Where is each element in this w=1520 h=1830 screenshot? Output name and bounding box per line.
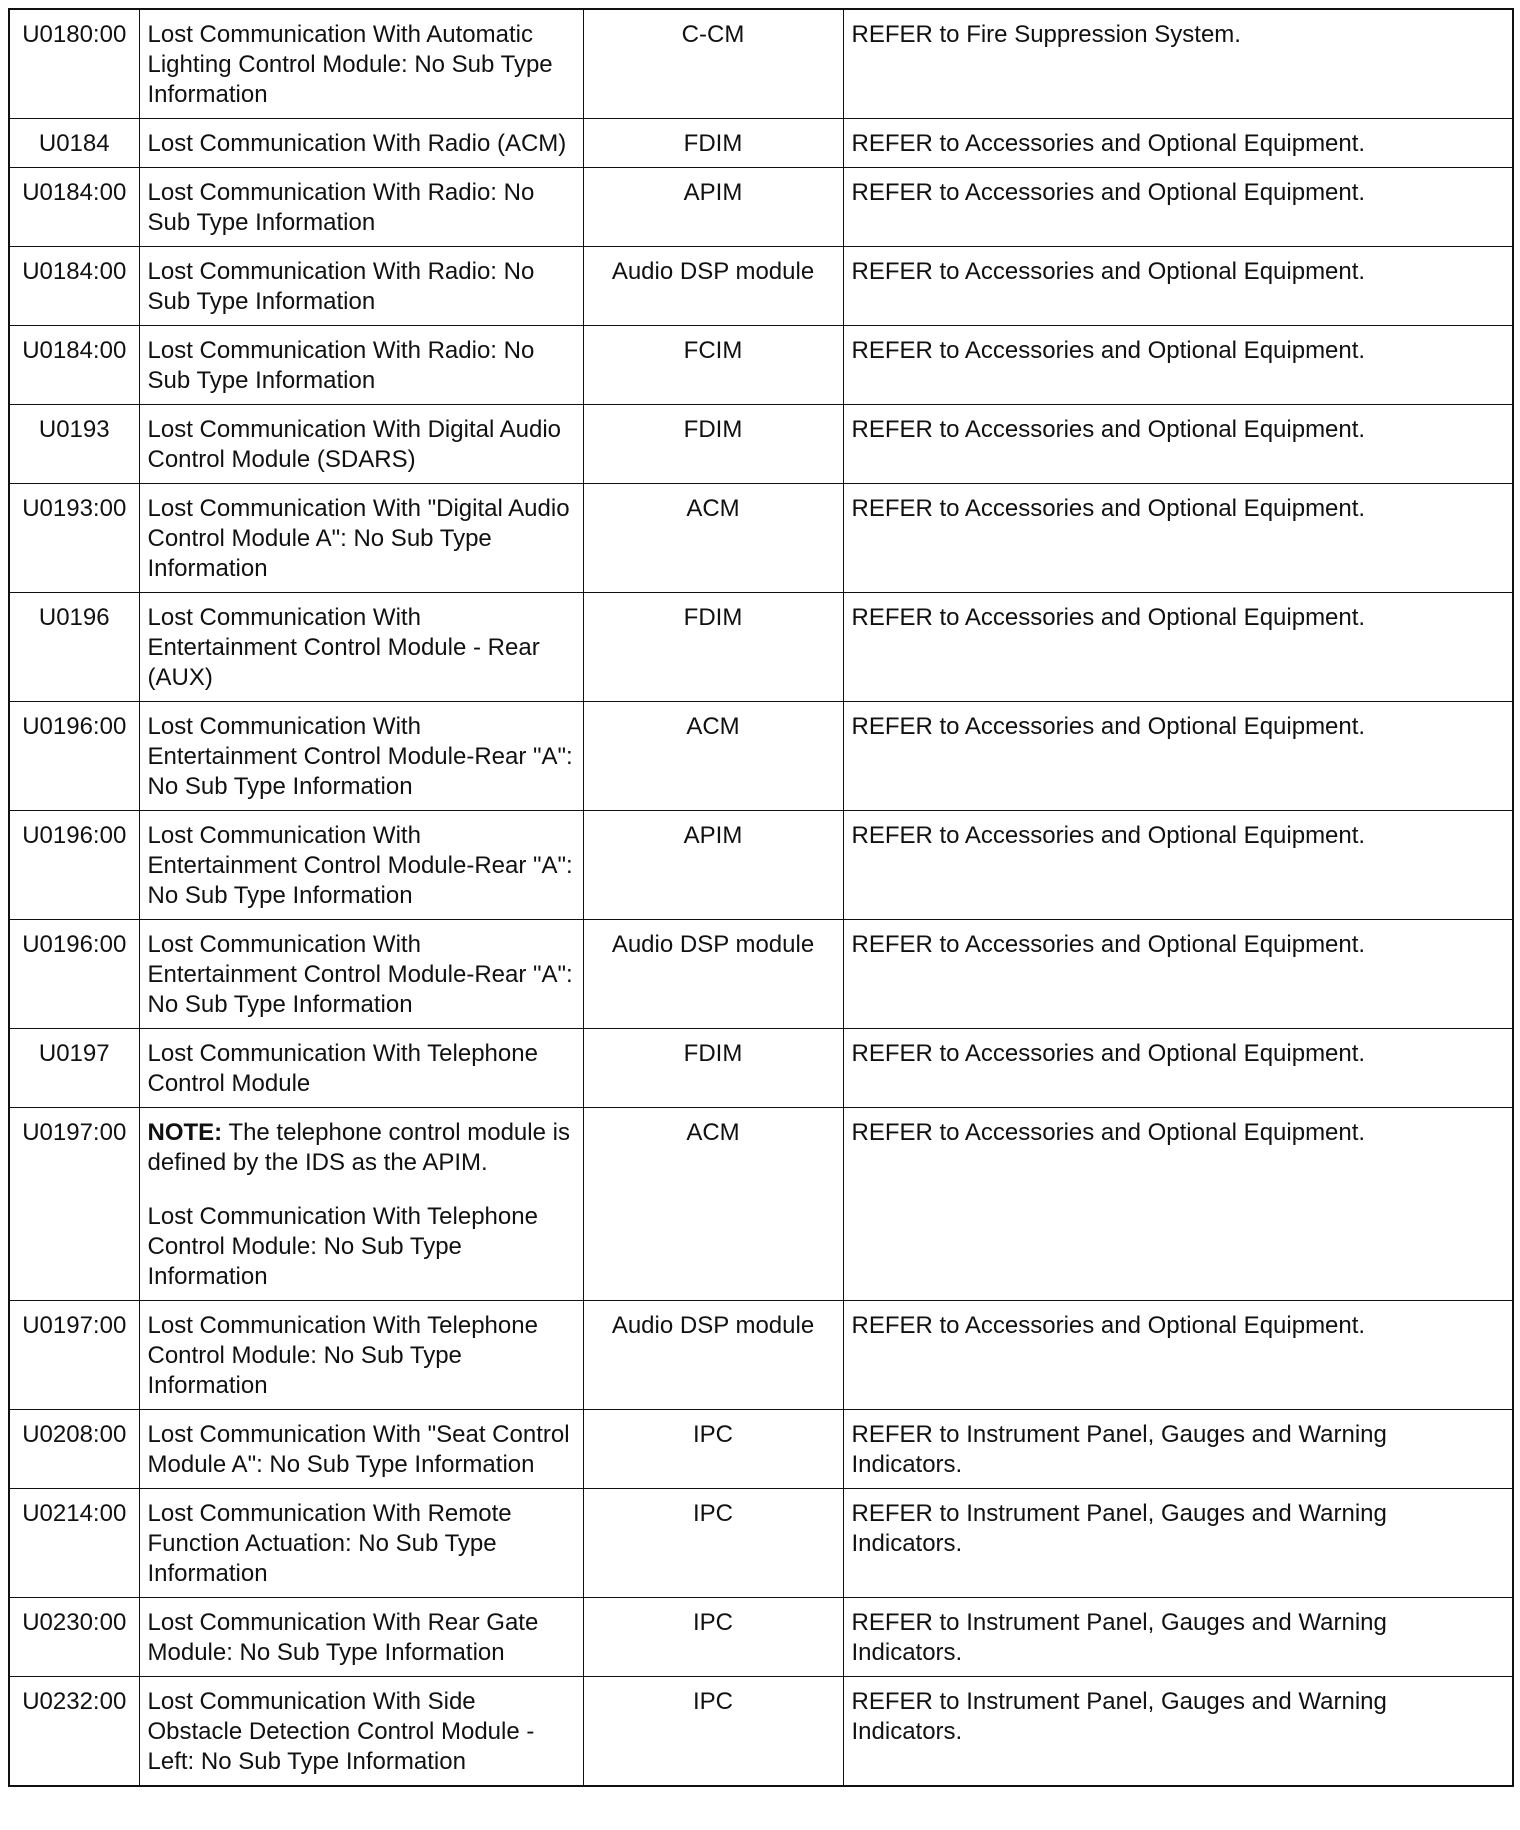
dtc-description: Lost Communication With Side Obstacle Detection Control Module - Left: No Sub Type Information [139, 1677, 583, 1787]
table-row [9, 405, 1513, 484]
dtc-code: U0230:00 [9, 1598, 139, 1677]
dtc-action: REFER to Accessories and Optional Equipment. [843, 1029, 1513, 1108]
dtc-module: Audio DSP module [583, 920, 843, 1029]
table-row [9, 1029, 1513, 1108]
table-row [9, 247, 1513, 326]
dtc-action: REFER to Accessories and Optional Equipment. [843, 811, 1513, 920]
dtc-module: Audio DSP module [583, 1301, 843, 1410]
table-row [9, 168, 1513, 247]
dtc-action: REFER to Accessories and Optional Equipment. [843, 326, 1513, 405]
dtc-action: REFER to Accessories and Optional Equipment. [843, 593, 1513, 702]
dtc-module: IPC [583, 1598, 843, 1677]
dtc-description: Lost Communication With Telephone Control Module [139, 1029, 583, 1108]
table-row [9, 119, 1513, 168]
table-row [9, 1410, 1513, 1489]
dtc-module: C-CM [583, 9, 843, 119]
dtc-code: U0214:00 [9, 1489, 139, 1598]
dtc-code: U0197:00 [9, 1108, 139, 1301]
dtc-module: APIM [583, 168, 843, 247]
dtc-module: Audio DSP module [583, 247, 843, 326]
dtc-module: ACM [583, 1108, 843, 1301]
dtc-action: REFER to Accessories and Optional Equipment. [843, 1301, 1513, 1410]
dtc-module: FDIM [583, 1029, 843, 1108]
dtc-description-text: Lost Communication With Telephone Control Module: No Sub Type Information [147, 1203, 538, 1290]
dtc-module: FCIM [583, 326, 843, 405]
dtc-action: REFER to Accessories and Optional Equipment. [843, 119, 1513, 168]
dtc-code: U0184:00 [9, 247, 139, 326]
dtc-module: ACM [583, 702, 843, 811]
table-row [9, 484, 1513, 593]
dtc-action: REFER to Instrument Panel, Gauges and Warning Indicators. [843, 1677, 1513, 1787]
dtc-action: REFER to Accessories and Optional Equipment. [843, 702, 1513, 811]
dtc-module: FDIM [583, 405, 843, 484]
dtc-action: REFER to Instrument Panel, Gauges and Warning Indicators. [843, 1598, 1513, 1677]
dtc-code: U0193:00 [9, 484, 139, 593]
dtc-table [8, 8, 1514, 1787]
dtc-code: U0184:00 [9, 326, 139, 405]
dtc-description: Lost Communication With Entertainment Control Module-Rear "A": No Sub Type Information [139, 920, 583, 1029]
dtc-description: Lost Communication With Rear Gate Module: No Sub Type Information [139, 1598, 583, 1677]
dtc-description: Lost Communication With Telephone Control Module: No Sub Type Information [139, 1301, 583, 1410]
dtc-description: Lost Communication With Remote Function Actuation: No Sub Type Information [139, 1489, 583, 1598]
table-row [9, 1301, 1513, 1410]
dtc-description: Lost Communication With Entertainment Control Module-Rear "A": No Sub Type Information [139, 811, 583, 920]
dtc-description: Lost Communication With Entertainment Control Module-Rear "A": No Sub Type Information [139, 702, 583, 811]
table-row [9, 326, 1513, 405]
dtc-table-body [9, 9, 1513, 1786]
table-row [9, 702, 1513, 811]
dtc-description: Lost Communication With Radio: No Sub Type Information [139, 326, 583, 405]
dtc-module: ACM [583, 484, 843, 593]
dtc-code: U0197 [9, 1029, 139, 1108]
dtc-description: Lost Communication With "Seat Control Module A": No Sub Type Information [139, 1410, 583, 1489]
dtc-action: REFER to Accessories and Optional Equipment. [843, 405, 1513, 484]
dtc-action: REFER to Accessories and Optional Equipment. [843, 1108, 1513, 1301]
dtc-description [139, 1108, 583, 1301]
dtc-action: REFER to Fire Suppression System. [843, 9, 1513, 119]
dtc-module: IPC [583, 1677, 843, 1787]
dtc-module: FDIM [583, 119, 843, 168]
dtc-description: Lost Communication With "Digital Audio Control Module A": No Sub Type Information [139, 484, 583, 593]
note-label: NOTE: [147, 1119, 223, 1146]
dtc-code: U0184:00 [9, 168, 139, 247]
table-row [9, 1598, 1513, 1677]
dtc-code: U0196:00 [9, 702, 139, 811]
table-row [9, 920, 1513, 1029]
dtc-code: U0196:00 [9, 920, 139, 1029]
dtc-description: Lost Communication With Entertainment Control Module - Rear (AUX) [139, 593, 583, 702]
dtc-action: REFER to Accessories and Optional Equipment. [843, 168, 1513, 247]
dtc-code: U0208:00 [9, 1410, 139, 1489]
table-row [9, 1489, 1513, 1598]
dtc-description: Lost Communication With Radio: No Sub Type Information [139, 168, 583, 247]
dtc-code: U0193 [9, 405, 139, 484]
dtc-code: U0232:00 [9, 1677, 139, 1787]
note-text: The telephone control module is defined by the IDS as the APIM. [147, 1119, 570, 1176]
dtc-module: APIM [583, 811, 843, 920]
dtc-module: IPC [583, 1489, 843, 1598]
dtc-code: U0184 [9, 119, 139, 168]
dtc-action: REFER to Accessories and Optional Equipment. [843, 484, 1513, 593]
dtc-action: REFER to Accessories and Optional Equipment. [843, 920, 1513, 1029]
dtc-code: U0196:00 [9, 811, 139, 920]
dtc-action: REFER to Accessories and Optional Equipment. [843, 247, 1513, 326]
dtc-action: REFER to Instrument Panel, Gauges and Warning Indicators. [843, 1410, 1513, 1489]
table-row [9, 811, 1513, 920]
dtc-code: U0197:00 [9, 1301, 139, 1410]
dtc-code: U0180:00 [9, 9, 139, 119]
note-paragraph [148, 1118, 575, 1178]
table-row [9, 593, 1513, 702]
dtc-description: Lost Communication With Radio: No Sub Type Information [139, 247, 583, 326]
table-row [9, 9, 1513, 119]
dtc-description: Lost Communication With Radio (ACM) [139, 119, 583, 168]
dtc-code: U0196 [9, 593, 139, 702]
table-row [9, 1677, 1513, 1787]
dtc-action: REFER to Instrument Panel, Gauges and Warning Indicators. [843, 1489, 1513, 1598]
dtc-description: Lost Communication With Automatic Lighting Control Module: No Sub Type Information [139, 9, 583, 119]
dtc-module: FDIM [583, 593, 843, 702]
dtc-description: Lost Communication With Digital Audio Control Module (SDARS) [139, 405, 583, 484]
dtc-module: IPC [583, 1410, 843, 1489]
table-row [9, 1108, 1513, 1301]
